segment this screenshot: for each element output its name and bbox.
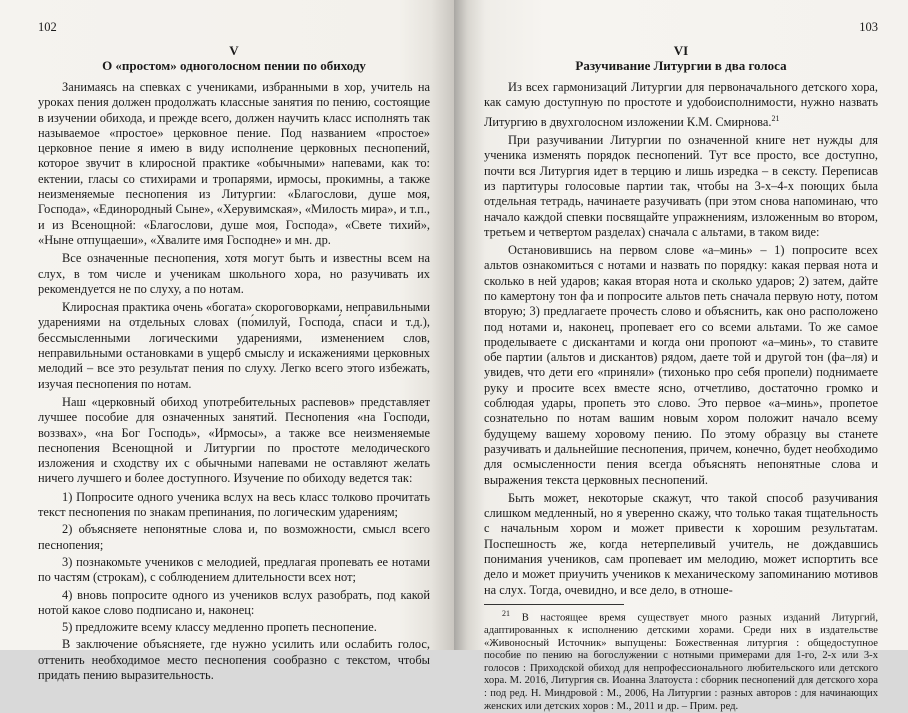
left-page [0,0,454,682]
footnote-ref: 21 [771,113,780,123]
paragraph-text: Из всех гармонизаций Литургии для первоначального детского хора, как самую доступную по простоте и удобоисполнимости, нужно назвать Литургию в двухголосном изложении К.М. Смирнова. [484,80,878,129]
footnote-number: 21 [502,608,510,618]
footnote-divider [484,604,624,605]
footnote [484,608,878,713]
chapter-number-left: V [229,43,239,58]
paragraph: Все означенные песнопения, хотя могут быть и известны всем на слух, в том числе и ученикам школьного хора, но разучивать их рекомендуется не по слуху, а по нотам. [38,251,430,296]
paragraph: Быть может, некоторые скажут, что такой способ разучивания слишком медленный, но я уверенно скажу, что только такая тщательность с начальным хором и может привести к хорошим результатам. Поспешность же, когда нетерпеливый учитель, не дождавшись понимания учеников, сам пропевает им мелодию, может испортить все дело и может приучить учеников к механическому запоминанию мотивов на слух. Тогда, очевидно, и все дело, в отноше- [484,490,878,597]
list-item: 3) познакомьте учеников с мелодией, предлагая пропевать ее нотами по частям (строкам), с соблюдением длительности всех нот; [38,554,430,585]
paragraph: В заключение объясняете, где нужно усилить или ослабить голос, оттенить необходимое место песнопения сообразно с текстом, чтобы придать пению выразительность. [38,637,430,682]
list-item: 5) предложите всему классу медленно пропеть песнопение. [62,620,377,635]
list-item: 4) вновь попросите одного из учеников вслух разобрать, под какой нотой какое слово подписано и, наконец: [38,587,430,617]
chapter-title-right: Разучивание Литургии в два голоса [575,58,787,73]
right-page [454,0,908,712]
paragraph: Занимаясь на спевках с учениками, избранными в хор, учитель на уроках пения должен продолжать классные занятия по пению, состоящие в изучении обихода, и прежде всего, должен научить класс исполнять так называемое «простое» церковное пение. Под названием «простое» церковное пение я имею в виду исполнение церковных песнопений, которое звучит в клиросной практике «обычными» напевами, как то: ектении, гласы со стихирами и тропарями, ирмосы, прокимны, а также неизменяемые песнопения из Литургии: «Благослови, душе моя, Господа», «Единородный Сыне», «Херувимская», «Милость мира», и т.п., и из Всенощной: «Благослови, душе моя, Господа», «Свете тихий», «Ныне отпущаеши», «Хвалите имя Господне» и мн. др. [38,80,430,247]
paragraph: Остановившись на первом слове «а–минь» – 1) попросите всех альтов ознакомиться с нотами и назвать по порядку: какая первая нота и сколько в ней ударов; какая вторая нота и сколько ударов; 2) затем, дайте по камертону тон фа и попросите альтов петь сначала первую ноту, потом вторую; 3) предлагаете прочесть слово и объяснить, как оно расположено под нотами и, наконец, пропевает его со всеми альтами. То же самое проделываете с дискантами и когда они пропоют «а–минь», то ставите обе партии (альтов и дискантов) рядом, даете той и другой тон (фа–ля) и увидев, что дети его «приняли» (тихонько про себя пропели) поднимаете руку и просите всех вместе ясно, отчетливо, достаточно громко и соблюдая удары, пропеть это слово. Это первое «а–минь», пропетое сознательно по нотам вашим новым хором положит начало всему будущему вашему хоровому пению. По этому образцу вы станете разучивать и дальнейшие песнопения, причем, конечно, будет необходимо для осмысленности пения всегда объяснять непонятные слова и выражения текста церковных песнопений. [484,243,878,487]
chapter-number-right: VI [673,43,689,58]
page-number-left: 102 [38,20,57,34]
paragraph: При разучивании Литургии по означенной книге нет нужды для ученика изменять порядок песнопений. Тут все просто, все доступно, почти вся Литургия идет в терцию и лишь изредка – в сексту. Переписав из партитуры голосовые партии так, чтобы на 3-х–4-х поющих была отдельная тетрадь, начинаете разучивать (при этом снова напоминаю, что начало каждой спевки посвящайте упражнениям, изложенным во втором, третьем и четвертом разделах) сначала с альтами, в таком виде: [484,133,878,239]
list-item: 2) объясняете непонятные слова и, по возможности, смысл всего песнопения; [38,522,430,552]
paragraph [484,80,878,130]
paragraph: Клиросная практика очень «богата» скороговорками, неправильными ударениями на отдельных словах (по́милуй, Господа́, спа́си и т.д.), бессмысленными логическими ударениями, изменением слов, неправильными остановками в ущерб смыслу и искажениями церковных мелодий – все это результат пения по слуху. Легко всего этого избежать, изучая песнопения по нотам. [38,300,430,391]
chapter-title-left: О «простом» одноголосном пении по обиходу [102,58,366,73]
list-item: 1) Попросите одного ученика вслух на весь класс толково прочитать текст песнопения по знакам препинания, по логическим ударениям; [38,489,430,520]
page-number-right: 103 [859,20,878,34]
footnote-text: В настоящее время существует много разных изданий Литургий, адаптированных к исполнению детскими хорами. Среди них в издательстве «Живоносный Источник» выпущены: Божественная литургия : общедоступное пособие по пению на богослужении с нотными примерами для 1-го, 2-х или 3-х голосов : Приходской обиход для непрофессионального любительского или детского хора. М. 2016, Литургия св. Иоанна Златоуста : сборник песнопений для детского хора : под ред. Н. Миндровой : М., 2006, На Литургии : разных авторов : для начинающих женских или детских хоров : М., 2011 и др. – Прим. ред. [484,612,878,712]
paragraph: Наш «церковный обиход употребительных распевов» представляет лучшее пособие для означенных занятий. Песнопения «на Господи, воззвах», «на Бог Господь», «Ирмосы», а также все неизменяемые песнопения Всенощной и Литургии по простоте мелодического изложения и сходству их с обычными напевами не оставляют желать ничего лучшего и более доступного. Изучение по обиходу ведется так: [38,394,430,486]
